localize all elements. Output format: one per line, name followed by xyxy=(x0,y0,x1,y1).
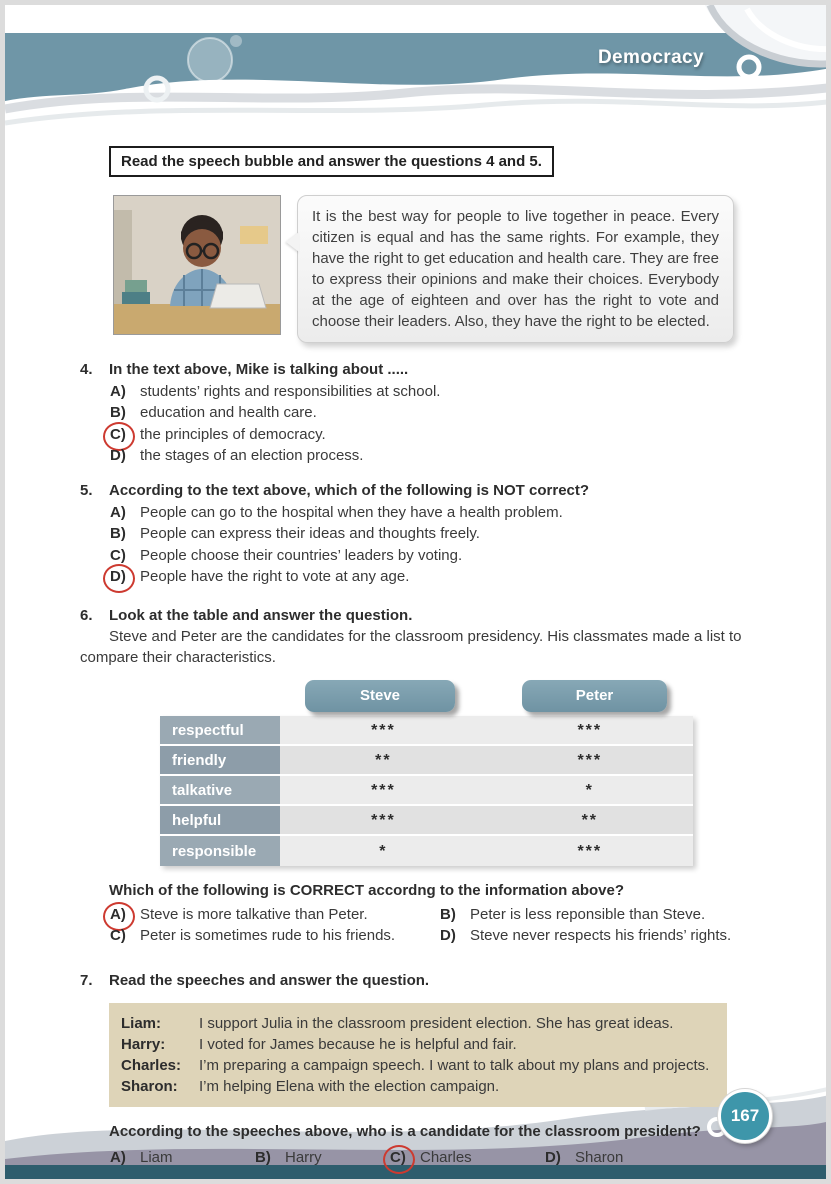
q7-option-d xyxy=(545,1147,623,1168)
question-5 xyxy=(80,480,756,587)
question-7-options xyxy=(80,1147,756,1168)
page-title: Democracy xyxy=(597,47,704,68)
q7-option-b xyxy=(255,1147,390,1168)
option-text: Steve never respects his friends’ rights. xyxy=(470,927,732,944)
option-text: Sharon xyxy=(575,1149,624,1166)
option-letter: A) xyxy=(110,503,126,521)
speeches-box xyxy=(109,1003,727,1107)
row-label: friendly xyxy=(160,746,280,776)
question-5-head xyxy=(80,480,756,501)
ratings-table xyxy=(160,716,693,866)
steve-rating: ** xyxy=(280,746,486,776)
option-text: People choose their countries’ leaders by voting. xyxy=(140,546,463,564)
q5-option-c xyxy=(80,545,756,566)
q6-option-b xyxy=(410,904,756,925)
page-content xyxy=(5,140,826,1168)
option-text: students’ rights and responsibilities at school. xyxy=(140,382,441,400)
question-number: 7. xyxy=(80,972,93,989)
q7-option-a xyxy=(110,1147,255,1168)
question-stem: Look at the table and answer the question. xyxy=(109,607,413,624)
steve-rating: *** xyxy=(280,716,486,746)
option-text: education and health care. xyxy=(140,404,317,421)
option-letter: D) xyxy=(440,927,456,944)
speaker-name: Liam: xyxy=(121,1015,162,1032)
steve-rating: *** xyxy=(280,776,486,806)
option-letter: B) xyxy=(440,905,456,923)
q4-option-a xyxy=(80,381,756,402)
steve-rating: *** xyxy=(280,806,486,836)
question-7-head xyxy=(80,970,756,991)
table-column-tabs xyxy=(160,678,693,716)
question-4-head xyxy=(80,359,756,380)
student-photo-art xyxy=(114,196,280,334)
speech-bubble: It is the best way for people to live together in peace. Every citizen is equal and has the same rights. For example, they have the right to get education and health care. They are free to express their opinions and make their choices. Everybody at the age of eighteen and over has the right to vote and choose their leaders. Also, they have the right to be elected. xyxy=(297,195,734,343)
option-text: Harry xyxy=(285,1149,322,1166)
question-6-options xyxy=(80,903,756,946)
instruction-box: Read the speech bubble and answer the questions 4 and 5. xyxy=(109,146,554,177)
option-letter: D) xyxy=(545,1149,561,1166)
speaker-name: Sharon: xyxy=(121,1078,178,1095)
option-letter: C) xyxy=(110,546,126,564)
question-number: 4. xyxy=(80,361,93,378)
option-letter-circled-answer: D) xyxy=(110,566,140,587)
q5-option-d xyxy=(80,566,756,587)
table-row xyxy=(160,776,693,806)
option-letter: B) xyxy=(255,1149,271,1166)
q5-option-b xyxy=(80,523,756,544)
speech-harry xyxy=(121,1034,715,1055)
question-number: 6. xyxy=(80,607,93,624)
q5-option-a xyxy=(80,502,756,523)
table-row xyxy=(160,806,693,836)
option-text: Charles xyxy=(420,1149,472,1166)
question-6-head xyxy=(80,605,756,626)
question-4 xyxy=(80,359,756,466)
header-wave-art xyxy=(5,5,831,140)
speaker-name: Charles: xyxy=(121,1057,182,1074)
option-letter: C) xyxy=(110,927,126,944)
option-text: Peter is sometimes rude to his friends. xyxy=(140,927,396,944)
page-header xyxy=(5,5,826,140)
column-header-peter: Peter xyxy=(522,680,667,712)
q4-option-c xyxy=(80,424,756,445)
speech-text: I support Julia in the classroom president election. She has great ideas. xyxy=(199,1015,674,1032)
option-text: Steve is more talkative than Peter. xyxy=(140,905,368,923)
q6-option-d xyxy=(410,925,756,946)
speech-sharon xyxy=(121,1076,715,1097)
option-letter-circled-answer: C) xyxy=(110,424,140,445)
q6-option-c xyxy=(80,925,410,946)
option-letter-circled-answer: A) xyxy=(110,904,140,925)
q4-option-b xyxy=(80,402,756,423)
row-label: talkative xyxy=(160,776,280,806)
speech-charles xyxy=(121,1055,715,1076)
q7-option-c xyxy=(390,1147,545,1168)
question-stem: According to the text above, which of the following is NOT correct? xyxy=(109,482,590,499)
table-row xyxy=(160,716,693,746)
speech-text: I’m preparing a campaign speech. I want to talk about my plans and projects. xyxy=(199,1057,710,1074)
speaker-name: Harry: xyxy=(121,1036,166,1053)
option-text: Liam xyxy=(140,1149,173,1166)
table-row xyxy=(160,836,693,866)
option-letter: B) xyxy=(110,404,126,421)
row-label: respectful xyxy=(160,716,280,746)
question-6-followup: Which of the following is CORRECT accordng to the information above? xyxy=(109,882,624,899)
table-row xyxy=(160,746,693,776)
option-letter: A) xyxy=(110,382,126,400)
speech-text: I’m helping Elena with the election campaign. xyxy=(199,1078,500,1095)
student-photo xyxy=(113,195,281,335)
page-number-badge: 167 xyxy=(718,1089,772,1143)
peter-rating: ** xyxy=(487,806,693,836)
question-6 xyxy=(80,605,756,946)
question-6-intro: Steve and Peter are the candidates for the classroom presidency. His classmates made a list to compare their characteristics. xyxy=(80,628,742,666)
steve-rating: * xyxy=(280,836,486,866)
peter-rating: *** xyxy=(487,746,693,776)
option-text: People have the right to vote at any age. xyxy=(140,568,410,585)
question-stem: In the text above, Mike is talking about ..... xyxy=(109,361,409,378)
row-label: helpful xyxy=(160,806,280,836)
peter-rating: * xyxy=(487,776,693,806)
speech-liam xyxy=(121,1013,715,1034)
option-text: People can express their ideas and thoughts freely. xyxy=(140,525,480,542)
question-7-followup: According to the speeches above, who is a candidate for the classroom president? xyxy=(109,1123,701,1140)
option-letter: A) xyxy=(110,1149,126,1166)
option-text: Peter is less reponsible than Steve. xyxy=(470,905,706,923)
option-text: People can go to the hospital when they have a health problem. xyxy=(140,503,563,521)
option-letter: D) xyxy=(110,447,126,464)
question-7 xyxy=(80,970,756,1168)
question-stem: Read the speeches and answer the question. xyxy=(109,972,430,989)
option-letter-circled-answer: C) xyxy=(390,1147,420,1168)
question-number: 5. xyxy=(80,482,93,499)
peter-rating: *** xyxy=(487,836,693,866)
option-letter: B) xyxy=(110,525,126,542)
option-text: the stages of an election process. xyxy=(140,447,364,464)
speech-section xyxy=(113,195,756,343)
row-label: responsible xyxy=(160,836,280,866)
speech-text: I voted for James because he is helpful and fair. xyxy=(199,1036,517,1053)
comparison-table xyxy=(160,678,693,866)
q4-option-d xyxy=(80,445,756,466)
peter-rating: *** xyxy=(487,716,693,746)
column-header-steve: Steve xyxy=(305,680,455,712)
option-text: the principles of democracy. xyxy=(140,425,326,443)
q6-option-a xyxy=(80,904,410,925)
